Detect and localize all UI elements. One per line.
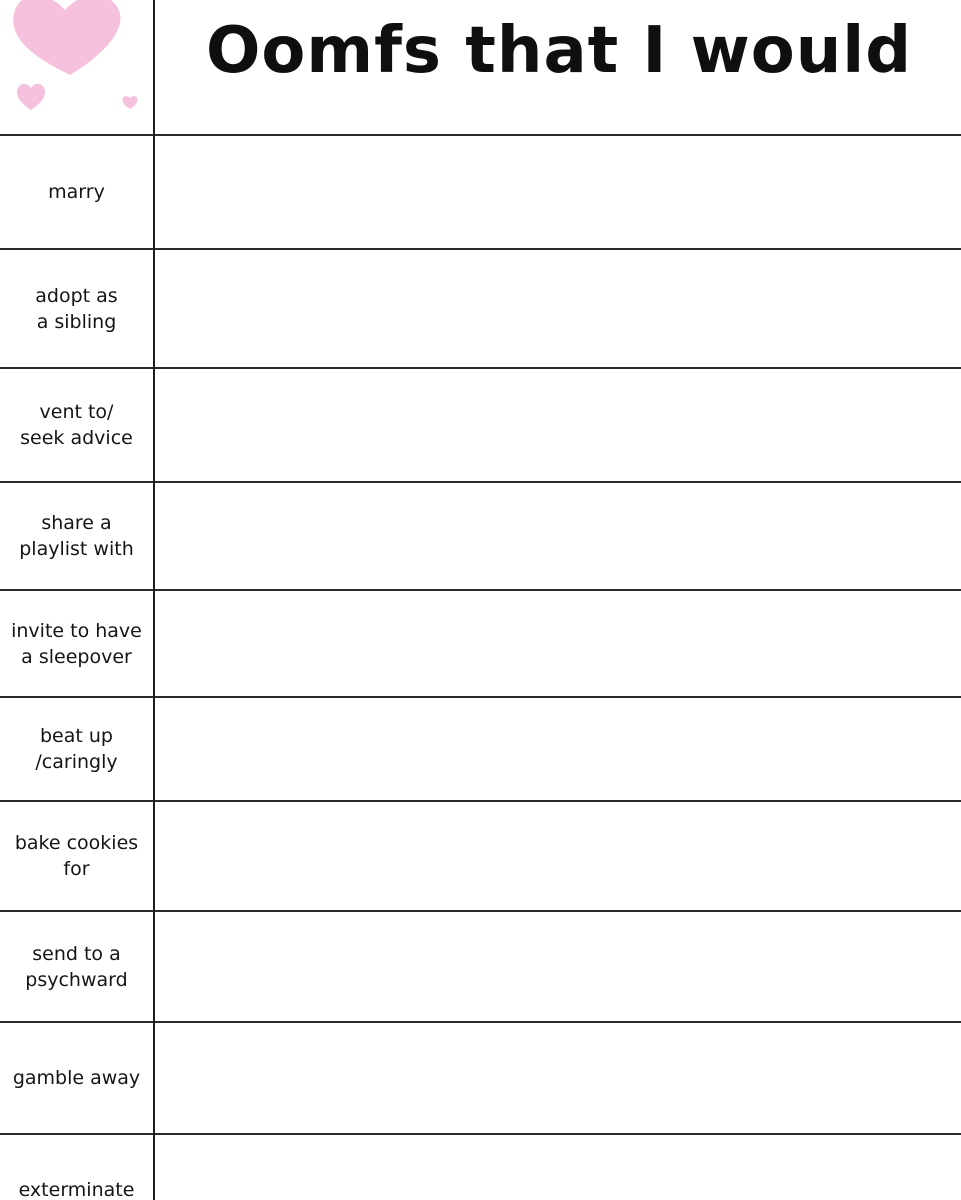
- answer-cell: [155, 250, 961, 367]
- answer-cell: [155, 912, 961, 1021]
- page-title: Oomfs that I would: [206, 14, 912, 88]
- answer-cell: [155, 1023, 961, 1133]
- answer-cell: [155, 136, 961, 248]
- answer-cell: [155, 483, 961, 589]
- hearts-decoration: [0, 0, 155, 135]
- answer-cell: [155, 369, 961, 481]
- answer-cell: [155, 1135, 961, 1200]
- row-label-share-playlist: share a playlist with: [19, 512, 134, 560]
- row-label-beat-up: beat up /caringly: [35, 725, 118, 773]
- row-label-bake-cookies: bake cookies for: [14, 832, 139, 880]
- row-label-marry: marry: [48, 181, 105, 203]
- row-label-gamble-away: gamble away: [12, 1067, 141, 1089]
- answer-cell: [155, 591, 961, 696]
- row-label-psychward: send to a psychward: [25, 942, 128, 991]
- row-label-adopt-sibling: adopt as a sibling: [35, 284, 118, 333]
- row-label-vent-to: vent to/ seek advice: [20, 401, 133, 449]
- answer-cell: [155, 802, 961, 910]
- heart-icon: [122, 96, 137, 109]
- heart-icon: [17, 84, 45, 110]
- row-label-exterminate: exterminate: [18, 1179, 135, 1200]
- row-label-sleepover: invite to have a sleepover: [11, 619, 142, 668]
- answer-cell: [155, 698, 961, 800]
- heart-icon: [13, 0, 120, 75]
